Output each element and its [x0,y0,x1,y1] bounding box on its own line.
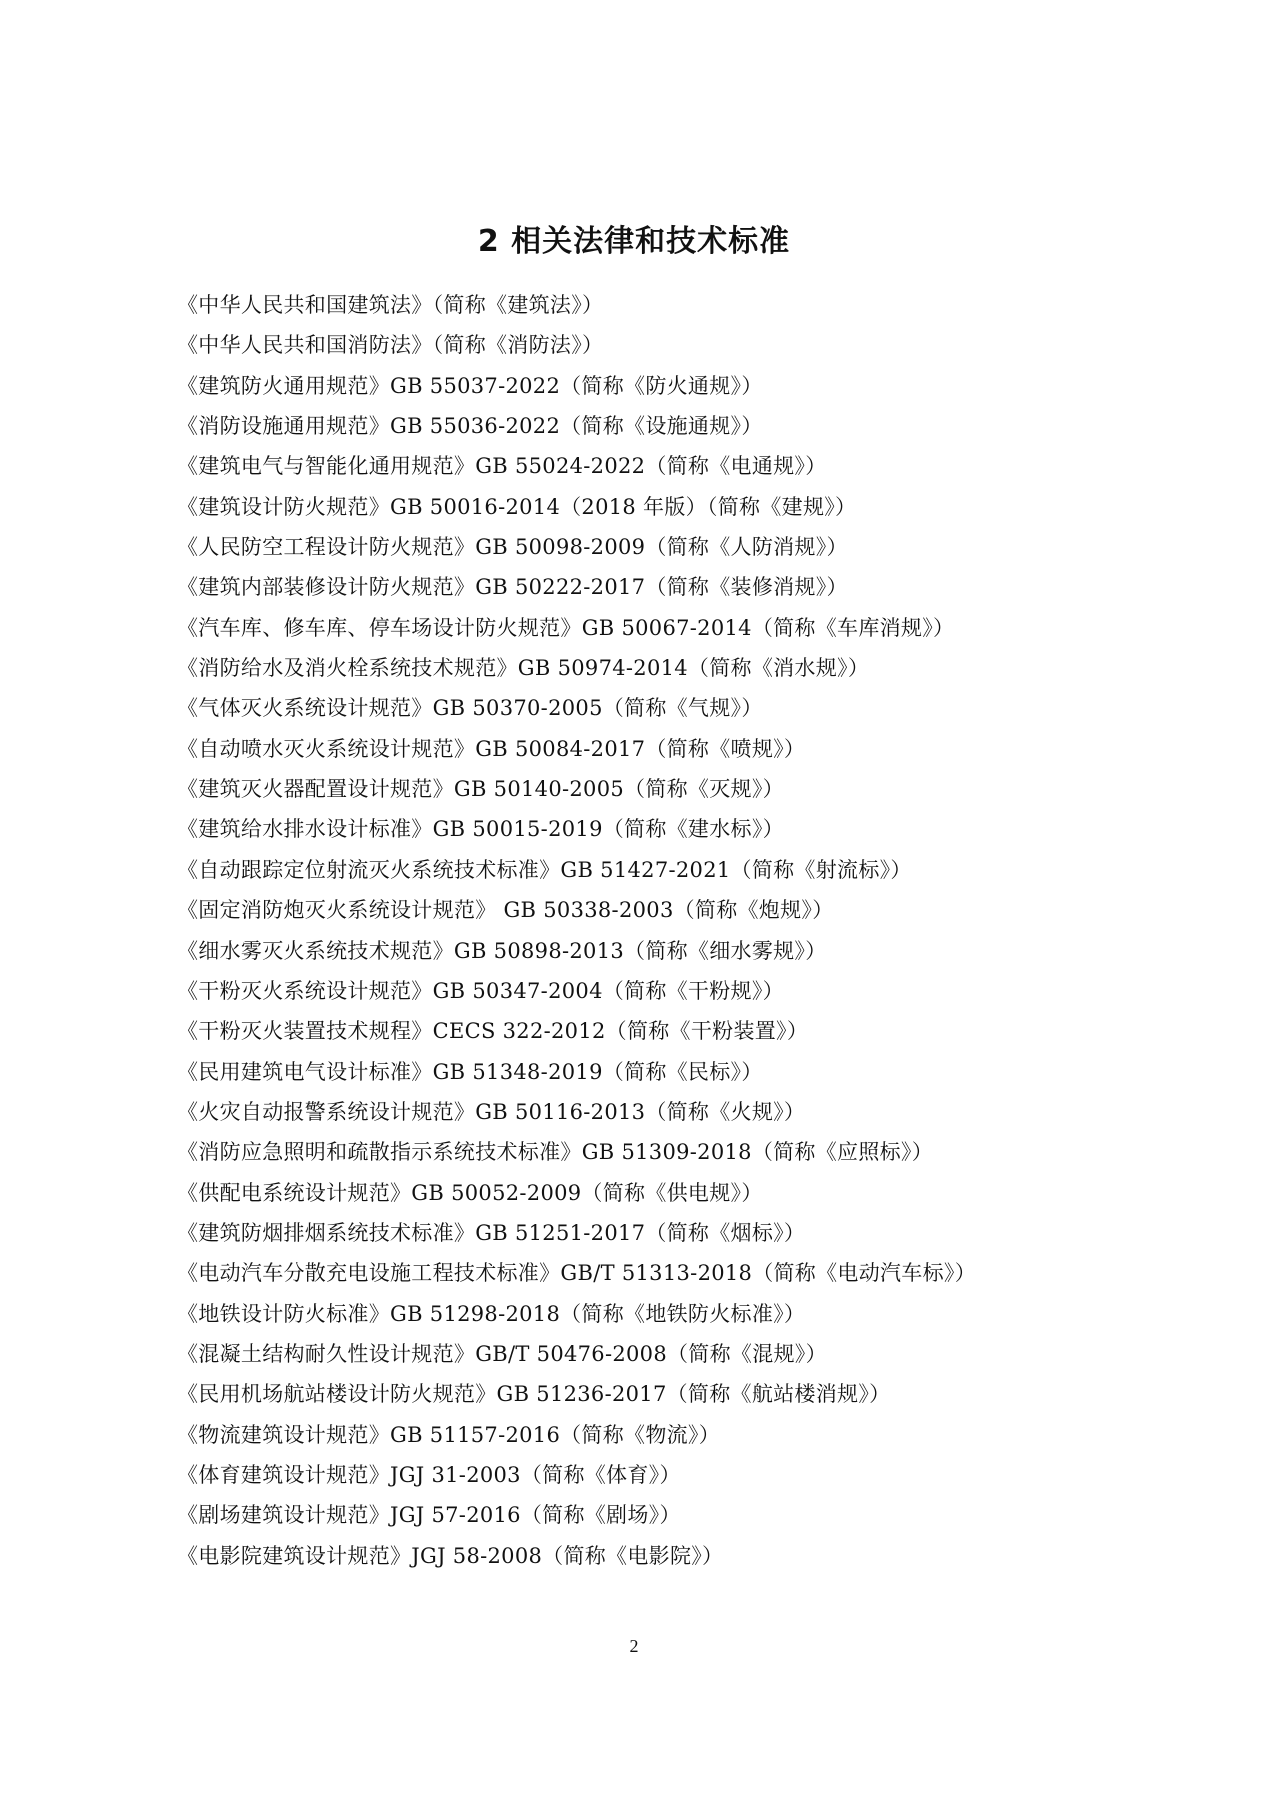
standard-item: 《剧场建筑设计规范》JGJ 57-2016（简称《剧场》） [177,1503,681,1528]
standard-item: 《自动喷水灭火系统设计规范》GB 50084-2017（简称《喷规》） [177,736,806,761]
standard-item: 《体育建筑设计规范》JGJ 31-2003（简称《体育》） [177,1462,681,1487]
standard-item: 《建筑设计防火规范》GB 50016-2014（2018 年版）（简称《建规》） [177,494,857,519]
standards-list [177,285,1237,1576]
standard-item: 《建筑电气与智能化通用规范》GB 55024-2022（简称《电通规》） [177,454,827,479]
standard-item: 《自动跟踪定位射流灭火系统技术标准》GB 51427-2021（简称《射流标》） [177,857,912,882]
standard-item: 《火灾自动报警系统设计规范》GB 50116-2013（简称《火规》） [177,1099,806,1124]
standard-item: 《物流建筑设计规范》GB 51157-2016（简称《物流》） [177,1422,721,1447]
standard-item: 《供配电系统设计规范》GB 50052-2009（简称《供电规》） [177,1180,763,1205]
standard-item: 《建筑给水排水设计标准》GB 50015-2019（简称《建水标》） [177,817,784,842]
standard-item: 《细水雾灭火系统技术规范》GB 50898-2013（简称《细水雾规》） [177,938,827,963]
standard-item: 《中华人民共和国建筑法》（简称《建筑法》） [177,293,604,317]
standard-item: 《汽车库、修车库、停车场设计防火规范》GB 50067-2014（简称《车库消规》） [177,615,955,640]
standard-item: 《气体灭火系统设计规范》GB 50370-2005（简称《气规》） [177,696,763,721]
standard-item: 《地铁设计防火标准》GB 51298-2018（简称《地铁防火标准》） [177,1301,806,1326]
section-title: 2 相关法律和技术标准 [477,224,791,259]
standard-item: 《电动汽车分散充电设施工程技术标准》GB/T 51313-2018（简称《电动汽车标》） [177,1261,977,1286]
standard-item: 《民用机场航站楼设计防火规范》GB 51236-2017（简称《航站楼消规》） [177,1382,891,1407]
standard-item: 《中华人民共和国消防法》（简称《消防法》） [177,333,604,358]
standard-item: 《建筑内部装修设计防火规范》GB 50222-2017（简称《装修消规》） [177,575,848,600]
standard-item: 《消防应急照明和疏散指示系统技术标准》GB 51309-2018（简称《应照标》） [177,1140,934,1165]
standard-item: 《人民防空工程设计防火规范》GB 50098-2009（简称《人防消规》） [177,535,848,560]
standard-item: 《建筑灭火器配置设计规范》GB 50140-2005（简称《灭规》） [177,777,784,802]
standard-item: 《建筑防烟排烟系统技术标准》GB 51251-2017（简称《烟标》） [177,1220,806,1245]
standard-item: 《消防给水及消火栓系统技术规范》GB 50974-2014（简称《消水规》） [177,656,870,681]
standard-item: 《建筑防火通用规范》GB 55037-2022（简称《防火通规》） [177,373,763,398]
page-number: 2 [629,1636,639,1656]
standard-item: 《电影院建筑设计规范》JGJ 58-2008（简称《电影院》） [177,1543,724,1568]
standard-item: 《干粉灭火系统设计规范》GB 50347-2004（简称《干粉规》） [177,978,784,1003]
standard-item: 《混凝土结构耐久性设计规范》GB/T 50476-2008（简称《混规》） [177,1341,827,1366]
standard-item: 《民用建筑电气设计标准》GB 51348-2019（简称《民标》） [177,1059,763,1084]
standard-item: 《消防设施通用规范》GB 55036-2022（简称《设施通规》） [177,414,763,439]
standard-item: 《固定消防炮灭火系统设计规范》 GB 50338-2003（简称《炮规》） [177,898,834,923]
standard-item: 《干粉灭火装置技术规程》CECS 322-2012（简称《干粉装置》） [177,1019,809,1044]
